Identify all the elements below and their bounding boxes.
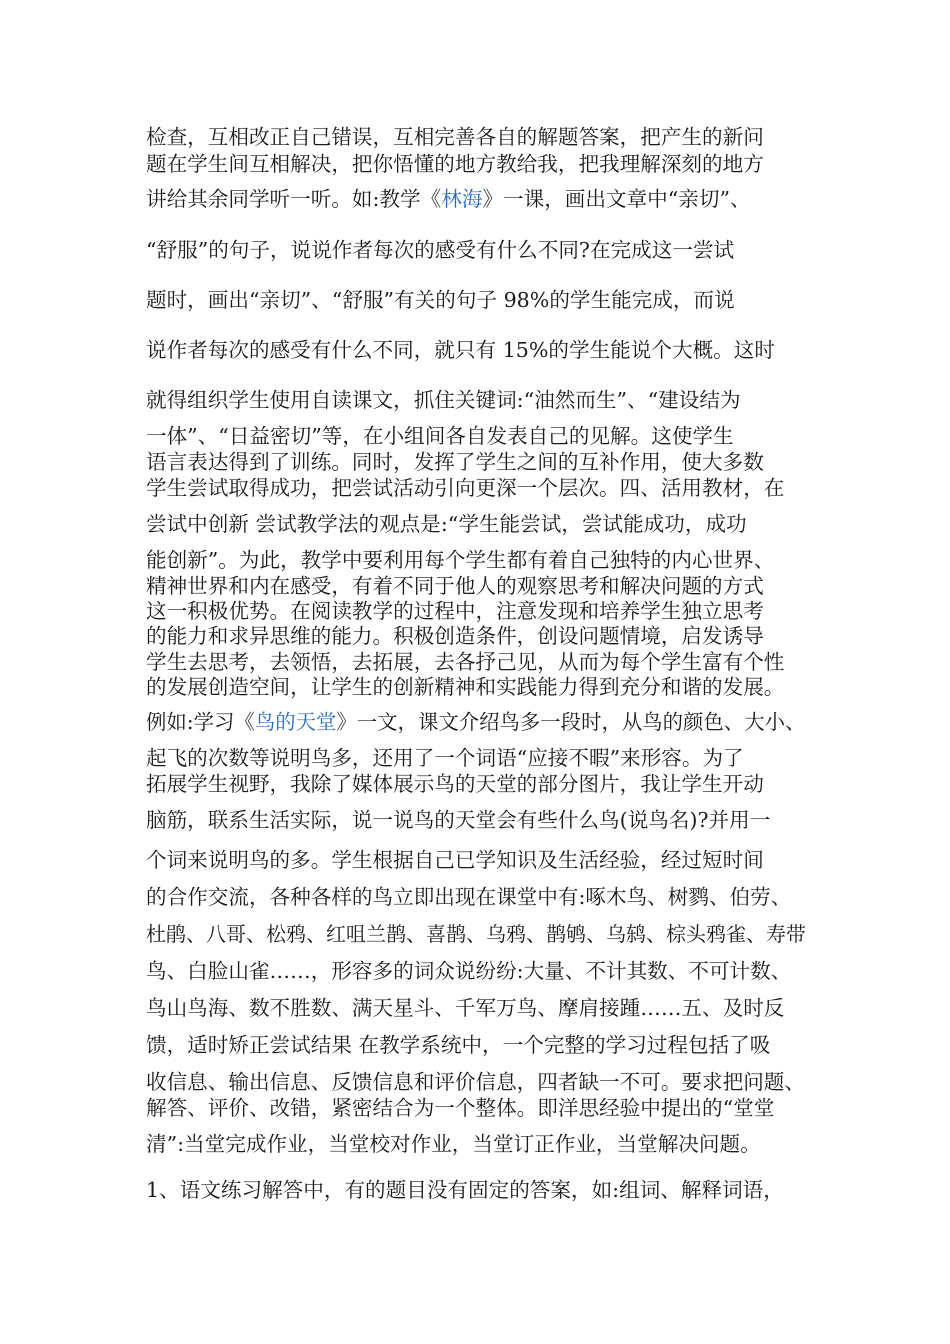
text-line bbox=[146, 186, 808, 212]
text-line: 清”:当堂完成作业，当堂校对作业，当堂订正作业，当堂解决问题。 bbox=[146, 1132, 761, 1156]
text-line: 脑筋，联系生活实际，说一说鸟的天堂会有些什么鸟(说鸟名)?并用一 bbox=[146, 808, 771, 832]
text-line: 一体”、“日益密切”等，在小组间各自发表自己的见解。这使学生 bbox=[146, 424, 734, 448]
text-line: 尝试中创新 尝试教学法的观点是:“学生能尝试，尝试能成功，成功 bbox=[146, 512, 747, 536]
text-line: 语言表达得到了训练。同时，发挥了学生之间的互补作用，使大多数 bbox=[146, 450, 764, 474]
text-line: 收信息、输出信息、反馈信息和评价信息，四者缺一不可。要求把问题、 bbox=[146, 1070, 805, 1094]
text-line: “舒服”的句子，说说作者每次的感受有什么不同?在完成这一尝试 bbox=[146, 238, 735, 262]
text-segment: 讲给其余同学听一听。如:教学《 bbox=[146, 187, 442, 211]
text-line: 说作者每次的感受有什么不同，就只有 15%的学生能说个大概。这时 bbox=[146, 338, 775, 362]
text-line: 题在学生间互相解决，把你悟懂的地方教给我，把我理解深刻的地方 bbox=[146, 152, 764, 176]
text-line: 馈，适时矫正尝试结果 在教学系统中，一个完整的学习过程包括了吸 bbox=[146, 1033, 771, 1057]
text-segment: 》一课，画出文章中“亲切”、 bbox=[482, 187, 751, 211]
text-line: 杜鹃、八哥、松鸦、红咀兰鹊、喜鹊、乌鸦、鹊鸲、乌鸫、棕头鸦雀、寿带 bbox=[146, 922, 806, 946]
text-segment: 》一文，课文介绍鸟多一段时，从鸟的颜色、大小、 bbox=[336, 710, 806, 734]
text-line: 鸟山鸟海、数不胜数、满天星斗、千军万鸟、摩肩接踵……五、及时反 bbox=[146, 996, 785, 1020]
text-line bbox=[146, 709, 808, 735]
lesson-link-niaodetiantang[interactable]: 鸟的天堂 bbox=[254, 710, 337, 734]
text-segment: 例如:学习《 bbox=[146, 710, 255, 734]
text-line: 的发展创造空间，让学生的创新精神和实践能力得到充分和谐的发展。 bbox=[146, 675, 785, 699]
text-line: 这一积极优势。在阅读教学的过程中，注意发现和培养学生独立思考 bbox=[146, 599, 764, 623]
text-line: 检查，互相改正自己错误，互相完善各自的解题答案，把产生的新问 bbox=[146, 125, 764, 149]
text-line: 题时，画出“亲切”、“舒服”有关的句子 98%的学生能完成，而说 bbox=[146, 288, 735, 312]
text-line: 的能力和求异思维的能力。积极创造条件，创设问题情境，启发诱导 bbox=[146, 624, 764, 648]
text-line: 拓展学生视野，我除了媒体展示鸟的天堂的部分图片，我让学生开动 bbox=[146, 772, 764, 796]
text-line: 起飞的次数等说明鸟多，还用了一个词语“应接不暇”来形容。为了 bbox=[146, 746, 744, 770]
text-line: 解答、评价、改错，紧密结合为一个整体。即洋思经验中提出的“堂堂 bbox=[146, 1096, 775, 1120]
text-line: 精神世界和内在感受，有着不同于他人的观察思考和解决问题的方式 bbox=[146, 574, 764, 598]
text-line: 就得组织学生使用自读课文，抓住关键词:“油然而生”、“建设结为 bbox=[146, 388, 741, 412]
text-line: 能创新”。为此，教学中要利用每个学生都有着自己独特的内心世界、 bbox=[146, 548, 775, 572]
text-line: 学生尝试取得成功，把尝试活动引向更深一个层次。四、活用教材，在 bbox=[146, 476, 785, 500]
lesson-link-linhai[interactable]: 林海 bbox=[441, 187, 483, 211]
text-line: 鸟、白脸山雀……，形容多的词众说纷纷:大量、不计其数、不可计数、 bbox=[146, 959, 792, 983]
text-line: 1、语文练习解答中，有的题目没有固定的答案，如:组词、解释词语， bbox=[146, 1178, 784, 1202]
text-line: 学生去思考，去领悟，去拓展，去各抒己见，从而为每个学生富有个性 bbox=[146, 650, 785, 674]
text-line: 个词来说明鸟的多。学生根据自己已学知识及生活经验，经过短时间 bbox=[146, 848, 764, 872]
text-line: 的合作交流，各种各样的鸟立即出现在课堂中有:啄木鸟、树鹨、伯劳、 bbox=[146, 885, 792, 909]
